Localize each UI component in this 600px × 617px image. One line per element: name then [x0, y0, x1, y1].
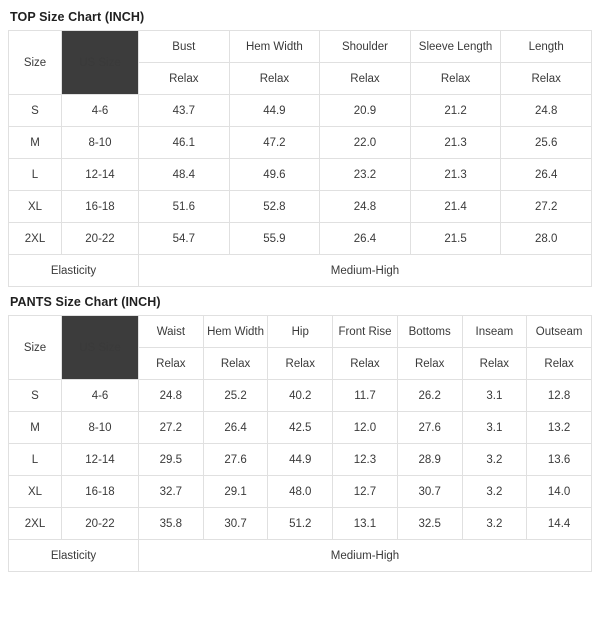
- top-chart-title: TOP Size Chart (INCH): [10, 10, 145, 24]
- cell-size: 2XL: [9, 223, 62, 255]
- cell-length: 27.2: [501, 191, 592, 223]
- cell-us-size: 4-6: [62, 380, 139, 412]
- pants-chart-title: PANTS Size Chart (INCH): [10, 295, 161, 309]
- table-row: [9, 508, 592, 540]
- table-row: [9, 412, 592, 444]
- cell-inseam: 3.2: [462, 444, 527, 476]
- table-row: [9, 127, 592, 159]
- cell-hip: 51.2: [268, 508, 333, 540]
- cell-us-size: 20-22: [62, 508, 139, 540]
- cell-sleeve-length: 21.3: [410, 159, 501, 191]
- cell-sleeve-length: 21.3: [410, 127, 501, 159]
- cell-length: 26.4: [501, 159, 592, 191]
- table-header-row: [9, 31, 592, 63]
- subheader-shoulder-relax: Relax: [320, 63, 411, 95]
- cell-length: 24.8: [501, 95, 592, 127]
- cell-us-size: 8-10: [62, 412, 139, 444]
- cell-hip: 40.2: [268, 380, 333, 412]
- cell-shoulder: 24.8: [320, 191, 411, 223]
- cell-us-size: 16-18: [62, 191, 139, 223]
- cell-us-size: 8-10: [62, 127, 139, 159]
- cell-waist: 29.5: [139, 444, 204, 476]
- cell-inseam: 3.1: [462, 380, 527, 412]
- cell-hem-width: 44.9: [229, 95, 320, 127]
- table-row: [9, 223, 592, 255]
- cell-outseam: 14.0: [527, 476, 592, 508]
- cell-size: L: [9, 444, 62, 476]
- cell-hip: 48.0: [268, 476, 333, 508]
- elasticity-label: Elasticity: [9, 540, 139, 572]
- subheader-waist-relax: Relax: [139, 348, 204, 380]
- cell-shoulder: 22.0: [320, 127, 411, 159]
- cell-waist: 32.7: [139, 476, 204, 508]
- header-size: Size: [9, 316, 62, 380]
- cell-outseam: 13.6: [527, 444, 592, 476]
- cell-shoulder: 26.4: [320, 223, 411, 255]
- elasticity-value: Medium-High: [139, 255, 592, 287]
- table-row: [9, 380, 592, 412]
- header-hem-width: Hem Width: [229, 31, 320, 63]
- cell-size: XL: [9, 476, 62, 508]
- top-size-table: [8, 30, 592, 287]
- cell-inseam: 3.1: [462, 412, 527, 444]
- cell-hem-width: 25.2: [203, 380, 268, 412]
- cell-bottoms: 30.7: [397, 476, 462, 508]
- cell-sleeve-length: 21.5: [410, 223, 501, 255]
- cell-size: M: [9, 412, 62, 444]
- header-hem-width: Hem Width: [203, 316, 268, 348]
- cell-waist: 27.2: [139, 412, 204, 444]
- subheader-hem-width-relax: Relax: [203, 348, 268, 380]
- cell-front-rise: 13.1: [333, 508, 398, 540]
- cell-hem-width: 30.7: [203, 508, 268, 540]
- cell-bust: 48.4: [139, 159, 230, 191]
- header-inseam: Inseam: [462, 316, 527, 348]
- header-length: Length: [501, 31, 592, 63]
- cell-hem-width: 49.6: [229, 159, 320, 191]
- cell-size: XL: [9, 191, 62, 223]
- elasticity-row: [9, 255, 592, 287]
- subheader-outseam-relax: Relax: [527, 348, 592, 380]
- cell-length: 28.0: [501, 223, 592, 255]
- cell-inseam: 3.2: [462, 476, 527, 508]
- cell-sleeve-length: 21.2: [410, 95, 501, 127]
- cell-bust: 51.6: [139, 191, 230, 223]
- cell-hem-width: 27.6: [203, 444, 268, 476]
- table-row: [9, 159, 592, 191]
- table-row: [9, 95, 592, 127]
- cell-hem-width: 55.9: [229, 223, 320, 255]
- header-sleeve-length: Sleeve Length: [410, 31, 501, 63]
- subheader-inseam-relax: Relax: [462, 348, 527, 380]
- header-us-size: US Size: [62, 31, 139, 95]
- cell-us-size: 16-18: [62, 476, 139, 508]
- subheader-hip-relax: Relax: [268, 348, 333, 380]
- header-bottoms: Bottoms: [397, 316, 462, 348]
- cell-front-rise: 12.7: [333, 476, 398, 508]
- cell-hem-width: 52.8: [229, 191, 320, 223]
- cell-shoulder: 20.9: [320, 95, 411, 127]
- cell-size: L: [9, 159, 62, 191]
- cell-size: S: [9, 95, 62, 127]
- header-shoulder: Shoulder: [320, 31, 411, 63]
- cell-us-size: 4-6: [62, 95, 139, 127]
- cell-bust: 54.7: [139, 223, 230, 255]
- cell-length: 25.6: [501, 127, 592, 159]
- cell-us-size: 20-22: [62, 223, 139, 255]
- header-us-size: US Size: [62, 316, 139, 380]
- cell-bottoms: 26.2: [397, 380, 462, 412]
- cell-hem-width: 26.4: [203, 412, 268, 444]
- cell-us-size: 12-14: [62, 444, 139, 476]
- cell-outseam: 14.4: [527, 508, 592, 540]
- header-bust: Bust: [139, 31, 230, 63]
- table-row: [9, 444, 592, 476]
- cell-sleeve-length: 21.4: [410, 191, 501, 223]
- cell-outseam: 13.2: [527, 412, 592, 444]
- header-hip: Hip: [268, 316, 333, 348]
- cell-front-rise: 12.0: [333, 412, 398, 444]
- cell-bottoms: 32.5: [397, 508, 462, 540]
- table-row: [9, 476, 592, 508]
- subheader-front-rise-relax: Relax: [333, 348, 398, 380]
- cell-hem-width: 47.2: [229, 127, 320, 159]
- cell-waist: 35.8: [139, 508, 204, 540]
- cell-bottoms: 28.9: [397, 444, 462, 476]
- elasticity-value: Medium-High: [139, 540, 592, 572]
- subheader-bust-relax: Relax: [139, 63, 230, 95]
- cell-hip: 44.9: [268, 444, 333, 476]
- cell-hem-width: 29.1: [203, 476, 268, 508]
- cell-size: 2XL: [9, 508, 62, 540]
- cell-bust: 43.7: [139, 95, 230, 127]
- cell-waist: 24.8: [139, 380, 204, 412]
- cell-hip: 42.5: [268, 412, 333, 444]
- pants-size-table: [8, 315, 592, 572]
- subheader-length-relax: Relax: [501, 63, 592, 95]
- cell-outseam: 12.8: [527, 380, 592, 412]
- cell-us-size: 12-14: [62, 159, 139, 191]
- subheader-bottoms-relax: Relax: [397, 348, 462, 380]
- table-header-row: [9, 316, 592, 348]
- header-waist: Waist: [139, 316, 204, 348]
- cell-front-rise: 11.7: [333, 380, 398, 412]
- header-outseam: Outseam: [527, 316, 592, 348]
- header-size: Size: [9, 31, 62, 95]
- elasticity-label: Elasticity: [9, 255, 139, 287]
- cell-front-rise: 12.3: [333, 444, 398, 476]
- table-row: [9, 191, 592, 223]
- cell-bust: 46.1: [139, 127, 230, 159]
- cell-bottoms: 27.6: [397, 412, 462, 444]
- cell-size: M: [9, 127, 62, 159]
- subheader-sleeve-length-relax: Relax: [410, 63, 501, 95]
- cell-shoulder: 23.2: [320, 159, 411, 191]
- elasticity-row: [9, 540, 592, 572]
- cell-size: S: [9, 380, 62, 412]
- cell-inseam: 3.2: [462, 508, 527, 540]
- subheader-hem-width-relax: Relax: [229, 63, 320, 95]
- header-front-rise: Front Rise: [333, 316, 398, 348]
